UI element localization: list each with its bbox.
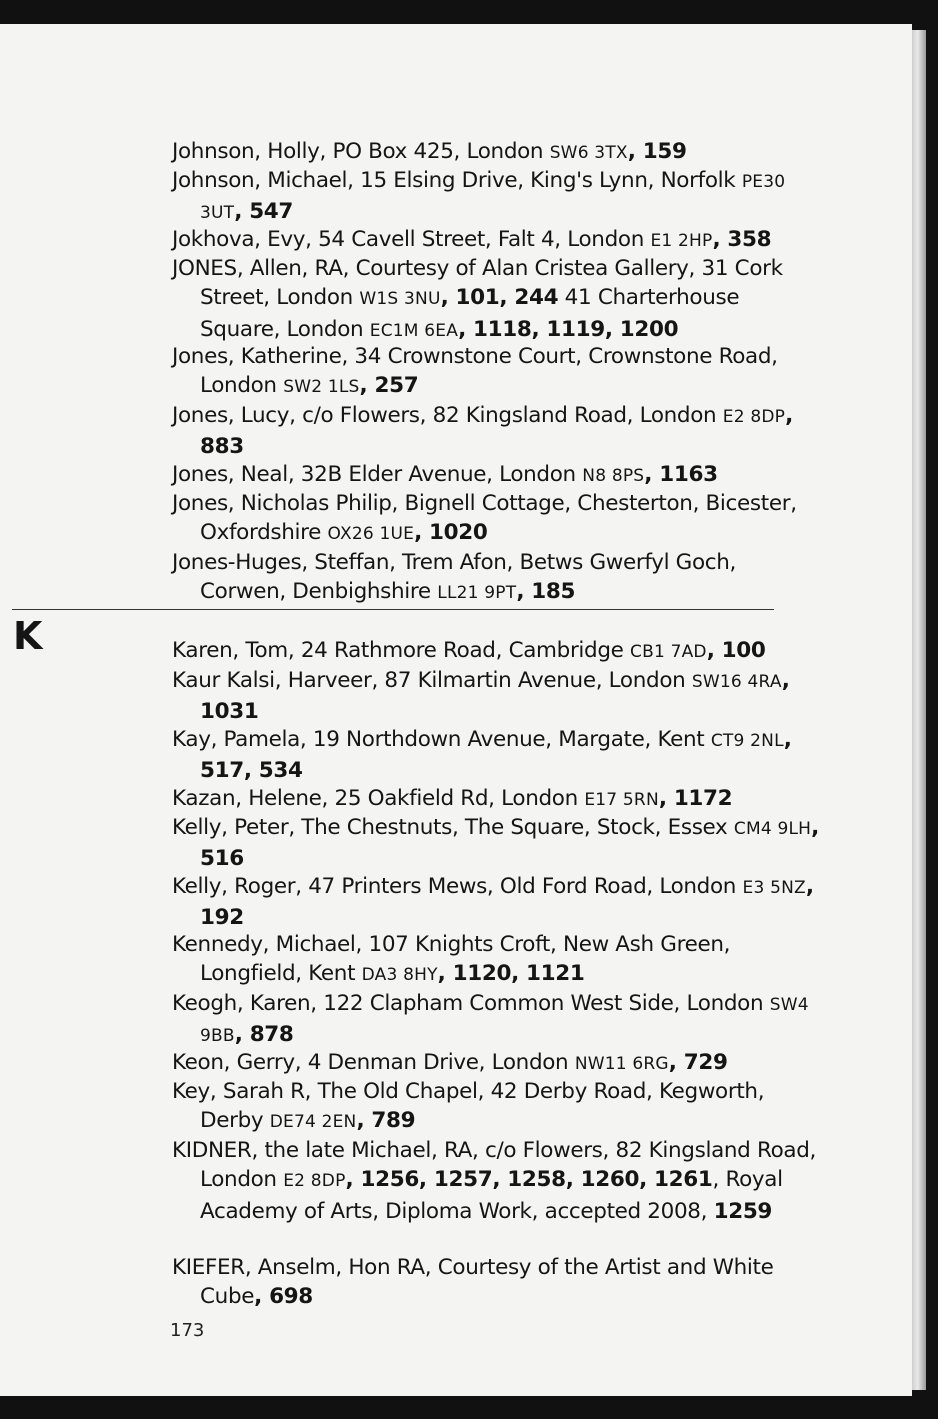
entry-postcode: SW4 9BB bbox=[200, 995, 809, 1047]
entry-postcode: SW16 4RA bbox=[691, 672, 782, 692]
entry-postcode: E3 5NZ bbox=[742, 878, 806, 898]
entry-refs: , 358 bbox=[712, 227, 772, 252]
entry-name: Kelly, Roger, 47 Printers Mews, Old Ford Road, London bbox=[172, 874, 743, 899]
entry-refs: , 547 bbox=[234, 199, 294, 225]
index-entry bbox=[172, 225, 820, 256]
entry-name: Kelly, Peter, The Chestnuts, The Square, Stock, Essex bbox=[172, 815, 734, 840]
section-divider bbox=[12, 609, 774, 610]
entry-refs: , 159 bbox=[627, 139, 687, 164]
entry-refs-continued: , 1118, 1119, 1200 bbox=[458, 316, 679, 342]
entry-refs: , 1031 bbox=[200, 668, 790, 725]
entry-refs: , 729 bbox=[668, 1050, 728, 1075]
index-entry bbox=[172, 930, 820, 991]
section-letter: K bbox=[13, 614, 43, 658]
index-entry bbox=[172, 137, 820, 168]
entry-name: Keon, Gerry, 4 Denman Drive, London bbox=[172, 1050, 575, 1075]
entry-postcode: E17 5RN bbox=[584, 790, 659, 810]
index-entry bbox=[172, 666, 820, 727]
entry-postcode: CM4 9LH bbox=[733, 819, 812, 839]
entry-name: Kay, Pamela, 19 Northdown Avenue, Margate, Kent bbox=[172, 727, 711, 752]
index-entry bbox=[172, 1253, 820, 1312]
page-edge bbox=[912, 30, 926, 1390]
entry-name: Jones-Huges, Steffan, Trem Afon, Betws Gwerfyl Goch, Corwen, Denbighshire bbox=[172, 550, 737, 605]
entry-refs: , 185 bbox=[516, 579, 576, 605]
index-entry bbox=[172, 1136, 820, 1226]
entry-name-continued: , Royal Academy of Arts, Diploma Work, accepted 2008, bbox=[200, 1167, 783, 1224]
index-entry bbox=[172, 489, 820, 550]
entry-postcode: DA3 8HY bbox=[361, 965, 438, 986]
index-entry bbox=[172, 989, 820, 1052]
page-number: 173 bbox=[170, 1320, 205, 1341]
index-entry bbox=[172, 254, 820, 346]
entry-refs: , 1163 bbox=[644, 462, 718, 487]
entry-name: Johnson, Holly, PO Box 425, London bbox=[172, 139, 550, 164]
index-entry bbox=[172, 636, 820, 667]
entry-postcode: LL21 9PT bbox=[437, 583, 517, 604]
entry-refs: , 1172 bbox=[658, 786, 733, 811]
entry-postcode: SW2 1LS bbox=[283, 377, 360, 398]
entry-postcode: W1S 3NU bbox=[359, 289, 441, 310]
index-entry bbox=[172, 342, 820, 403]
entry-refs: , 100 bbox=[706, 638, 766, 663]
entry-postcode: OX26 1UE bbox=[327, 524, 415, 545]
entry-refs: , 101, 244 bbox=[440, 285, 559, 311]
index-entry bbox=[172, 1048, 820, 1079]
entry-postcode: E2 8DP bbox=[722, 407, 786, 427]
entry-refs: , 789 bbox=[356, 1108, 416, 1134]
entry-name: Kazan, Helene, 25 Oakfield Rd, London bbox=[172, 786, 585, 811]
entry-name: Key, Sarah R, The Old Chapel, 42 Derby Road, Kegworth, Derby bbox=[172, 1079, 765, 1134]
entry-refs-continued: 1259 bbox=[713, 1198, 773, 1224]
entry-name: Karen, Tom, 24 Rathmore Road, Cambridge bbox=[172, 638, 631, 663]
entry-postcode: CT9 2NL bbox=[710, 731, 784, 751]
entry-name: KIEFER, Anselm, Hon RA, Courtesy of the Artist and White Cube bbox=[172, 1255, 774, 1310]
entry-name: Keogh, Karen, 122 Clapham Common West Side, London bbox=[172, 991, 770, 1016]
entry-name: Jones, Neal, 32B Elder Avenue, London bbox=[172, 462, 583, 487]
entry-postcode: E2 8DP bbox=[283, 1171, 346, 1192]
index-entry bbox=[172, 1077, 820, 1138]
entry-name: Johnson, Michael, 15 Elsing Drive, King's Lynn, Norfolk bbox=[172, 168, 742, 193]
entry-name: KIDNER, the late Michael, RA, c/o Flowers, 82 Kingsland Road, London bbox=[172, 1138, 816, 1193]
entry-name: Jokhova, Evy, 54 Cavell Street, Falt 4, London bbox=[172, 227, 651, 252]
entry-name: Jones, Nicholas Philip, Bignell Cottage, Chesterton, Bicester, Oxfordshire bbox=[172, 491, 797, 546]
entry-postcode: PE30 3UT bbox=[200, 172, 786, 224]
book-page bbox=[0, 24, 912, 1396]
entry-name: Kaur Kalsi, Harveer, 87 Kilmartin Avenue, London bbox=[172, 668, 692, 693]
entry-name: JONES, Allen, RA, Courtesy of Alan Cristea Gallery, 31 Cork Street, London bbox=[172, 256, 783, 311]
entry-name: Jones, Lucy, c/o Flowers, 82 Kingsland Road, London bbox=[172, 403, 723, 428]
entry-postcode: CB1 7AD bbox=[630, 642, 707, 662]
entry-refs: , 1120, 1121 bbox=[437, 961, 585, 987]
entry-postcode: SW6 3TX bbox=[549, 143, 628, 163]
index-entry bbox=[172, 548, 820, 609]
entry-postcode-continued: EC1M 6EA bbox=[369, 320, 459, 341]
entry-postcode: E1 2HP bbox=[650, 231, 713, 251]
entry-postcode: N8 8PS bbox=[582, 466, 645, 486]
index-entry bbox=[172, 166, 820, 229]
entry-name: Kennedy, Michael, 107 Knights Croft, New Ash Green, Longfield, Kent bbox=[172, 932, 731, 987]
entry-refs: , 878 bbox=[234, 1022, 294, 1048]
entry-refs: , 698 bbox=[254, 1284, 313, 1310]
entry-refs: , 1256, 1257, 1258, 1260, 1261 bbox=[345, 1167, 713, 1193]
entry-postcode: NW11 6RG bbox=[574, 1054, 669, 1074]
entry-refs: , 516 bbox=[200, 815, 819, 872]
entry-refs: , 517, 534 bbox=[200, 727, 792, 784]
entry-refs: , 257 bbox=[359, 373, 419, 399]
index-entry bbox=[172, 401, 820, 462]
entry-refs: , 192 bbox=[200, 874, 814, 931]
entry-name: Jones, Katherine, 34 Crownstone Court, Crownstone Road, London bbox=[172, 344, 778, 399]
index-entry bbox=[172, 725, 820, 786]
index-entry bbox=[172, 813, 820, 874]
entry-postcode: DE74 2EN bbox=[269, 1112, 357, 1133]
index-entry bbox=[172, 872, 820, 933]
entry-refs: , 1020 bbox=[414, 520, 488, 546]
index-entry bbox=[172, 460, 820, 491]
entry-name-continued: 41 Charterhouse Square, London bbox=[200, 285, 740, 342]
index-entry bbox=[172, 784, 820, 815]
entry-refs: , 883 bbox=[200, 403, 793, 460]
